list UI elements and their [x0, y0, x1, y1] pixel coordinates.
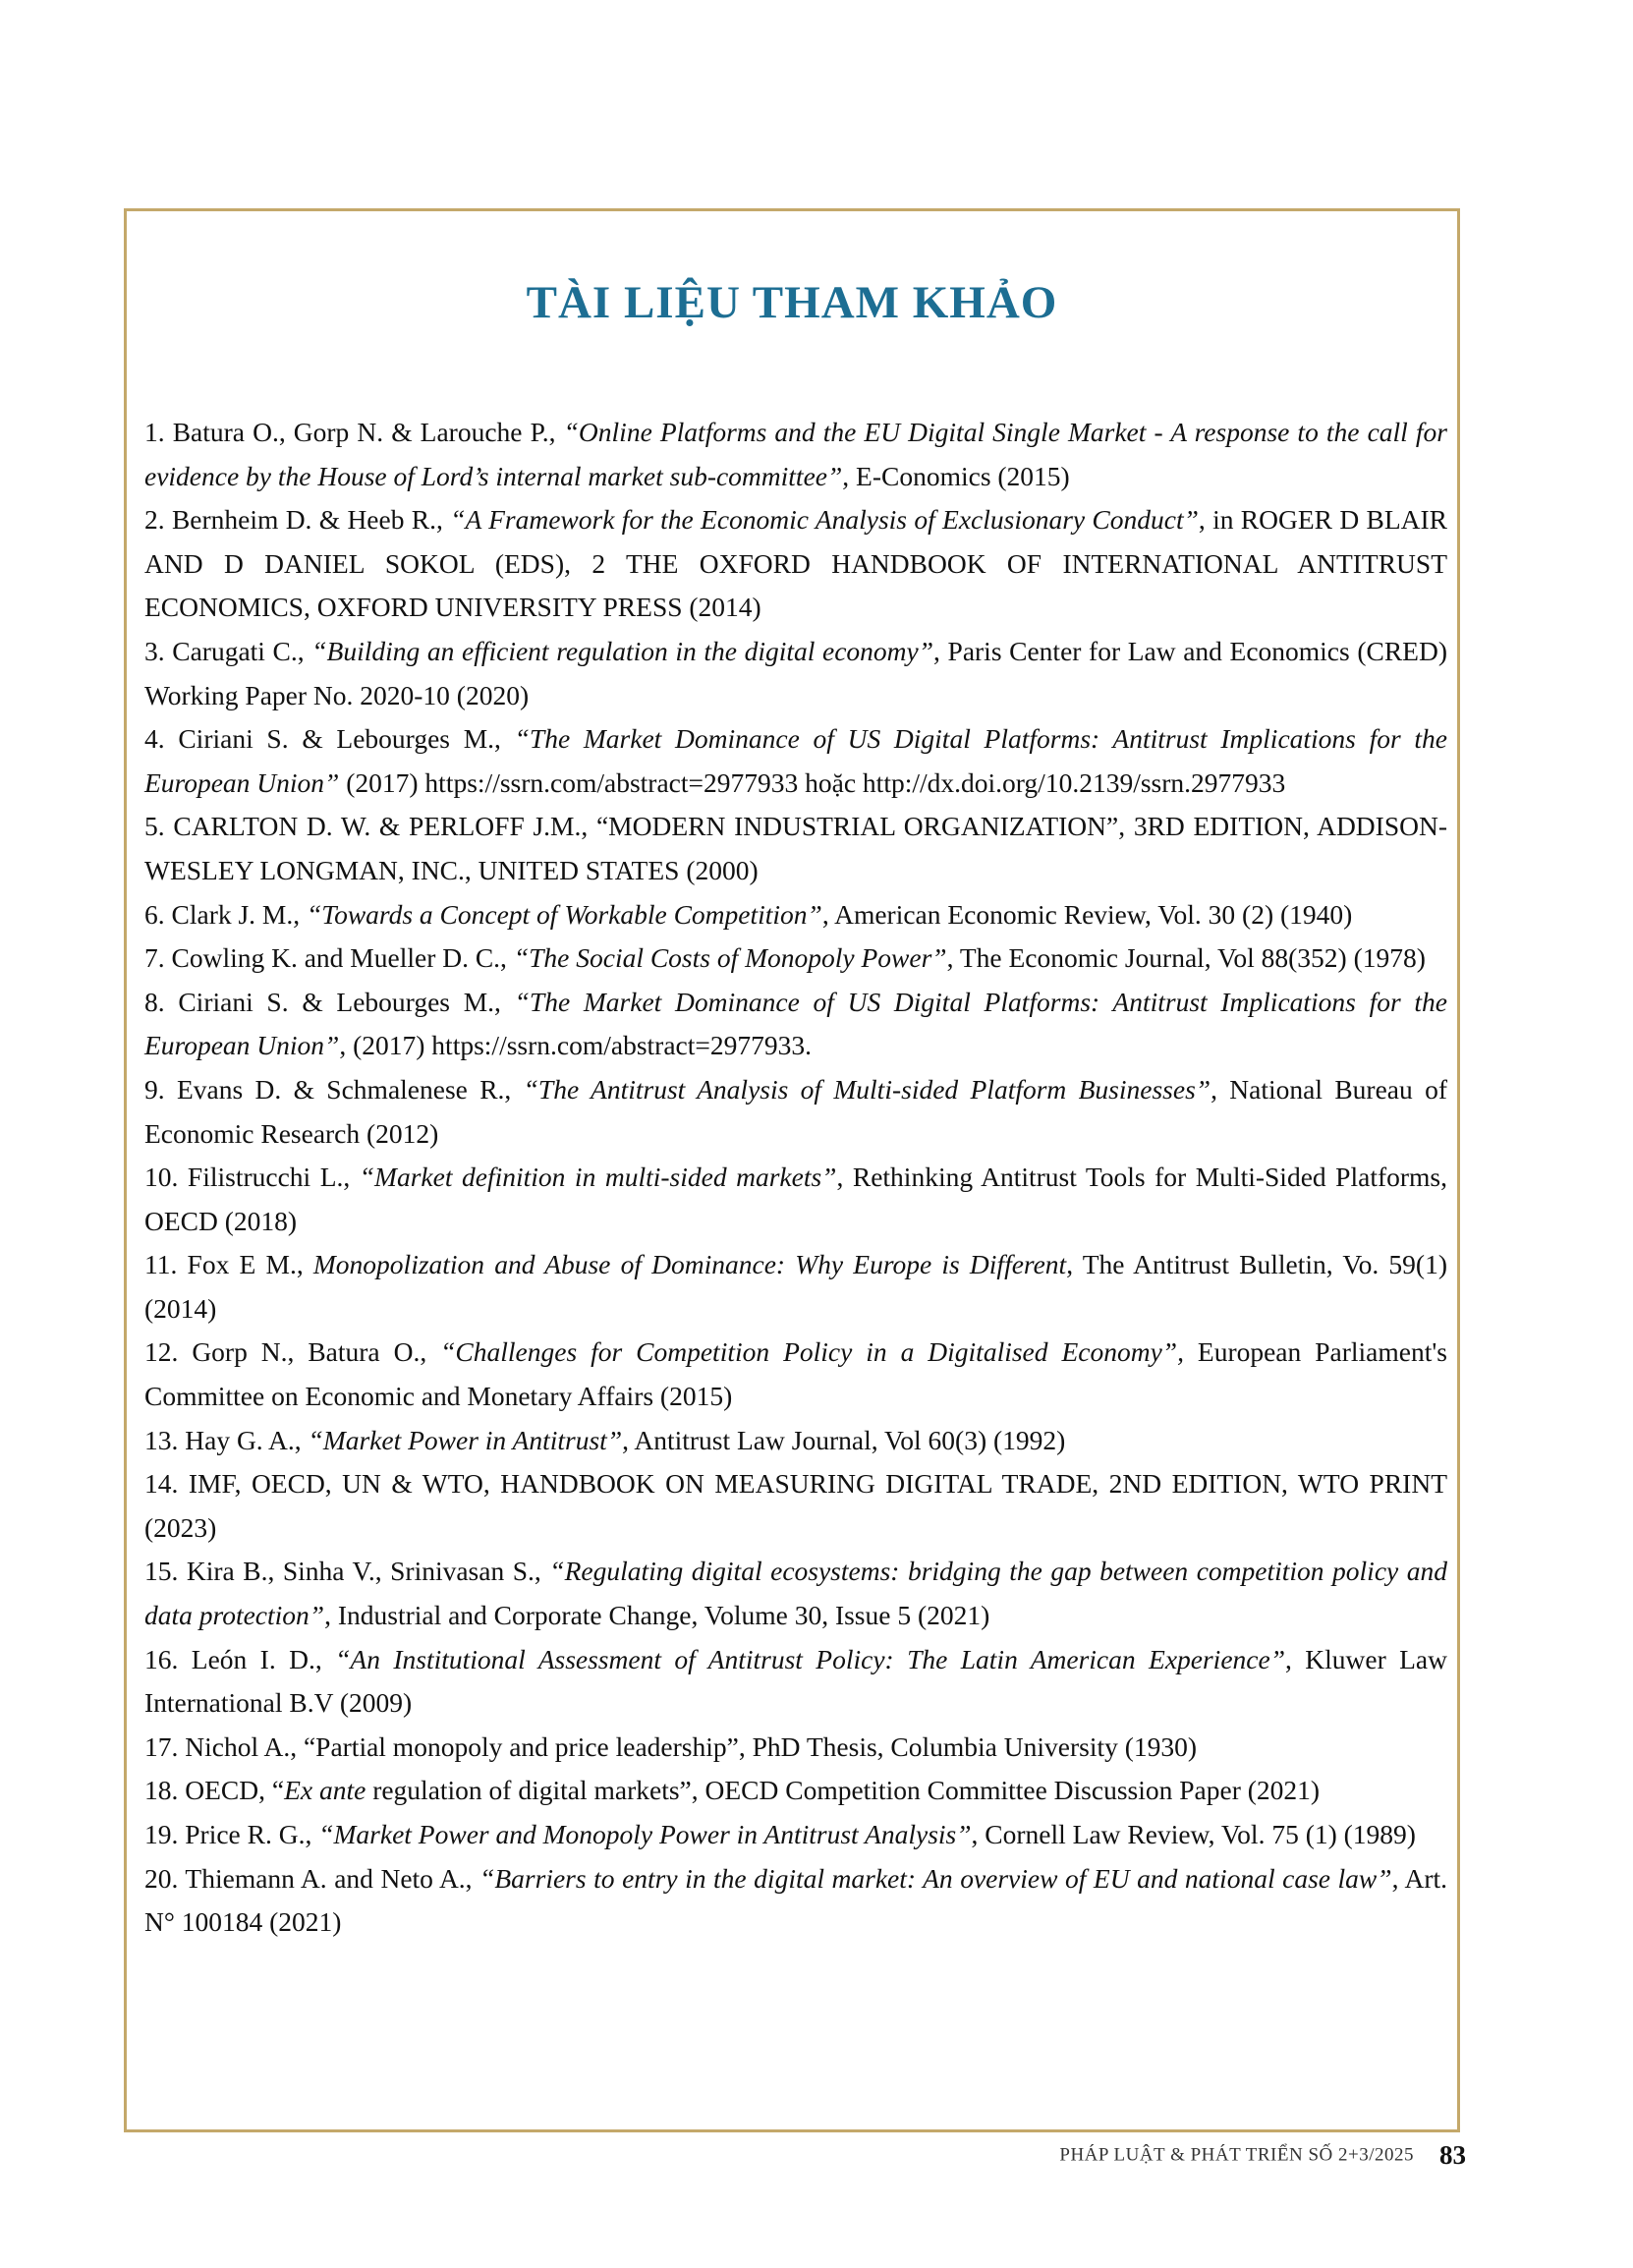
reference-title: “Challenges for Competition Policy in a Digitalised Economy”, [440, 1336, 1184, 1368]
reference-text: 20. Thiemann A. and Neto A., [144, 1862, 480, 1894]
reference-source: (2017) https://ssrn.com/abstract=2977933 hoặc http://dx.doi.org/10.2139/ssrn.2977933 [339, 766, 1286, 798]
reference-source: , Industrial and Corporate Change, Volume 30, Issue 5 (2021) [324, 1600, 990, 1631]
reference-source: regulation of digital markets”, OECD Competition Committee Discussion Paper (2021) [366, 1775, 1321, 1806]
reference-title: “A Framework for the Economic Analysis of Exclusionary Conduct” [450, 504, 1199, 536]
reference-text: 6. Clark J. M., [144, 898, 307, 930]
reference-item [144, 936, 1447, 981]
reference-item [144, 717, 1447, 805]
reference-item [144, 1638, 1447, 1726]
reference-source: , E-Conomics (2015) [842, 460, 1070, 491]
reference-text: 7. Cowling K. and Mueller D. C., [144, 942, 514, 974]
reference-source: , in ROGER D BLAIR AND D DANIEL SOKOL (EDS), 2 THE OXFORD HANDBOOK OF INTERNATIONAL ANTITRUST ECONOMICS, OXFORD UNIVERSITY PRESS (2014) [144, 504, 1447, 623]
reference-text: 14. IMF, OECD, UN & WTO, HANDBOOK ON MEASURING DIGITAL TRADE, 2ND EDITION, WTO PRINT (2023) [144, 1468, 1447, 1543]
reference-text: 1. Batura O., Gorp N. & Larouche P., [144, 417, 564, 447]
reference-text: 12. Gorp N., Batura O., [144, 1336, 441, 1368]
reference-source: , The Antitrust Bulletin, Vo. 59(1) (2014) [144, 1249, 1448, 1324]
reference-title: “Building an efficient regulation in the digital economy” [311, 635, 934, 666]
reference-source: , Paris Center for Law and Economics (CRED) Working Paper No. 2020-10 (2020) [144, 635, 1447, 710]
reference-item [144, 1726, 1447, 1770]
reference-title: “Market Power and Monopoly Power in Antitrust Analysis” [318, 1819, 972, 1849]
reference-item [144, 1419, 1447, 1463]
reference-text: 11. Fox E M., [144, 1249, 313, 1280]
reference-text: 10. Filistrucchi L., [144, 1162, 360, 1193]
reference-title: “Online Platforms and the EU Digital Single Market - A response to the call for evidence by the House of Lord’s internal market sub-committee” [144, 417, 1447, 491]
reference-title: “An Institutional Assessment of Antitrust Policy: The Latin American Experience” [335, 1643, 1285, 1674]
reference-text: 2. Bernheim D. & Heeb R., [144, 504, 451, 536]
reference-item [144, 411, 1447, 498]
reference-item [144, 498, 1447, 630]
reference-source: , Rethinking Antitrust Tools for Multi-Sided Platforms, OECD (2018) [144, 1162, 1447, 1236]
reference-item [144, 1243, 1447, 1331]
reference-title: “The Social Costs of Monopoly Power” [513, 942, 947, 974]
reference-source: European Parliament's Committee on Economic and Monetary Affairs (2015) [144, 1336, 1447, 1412]
reference-source: , National Bureau of Economic Research (2012) [144, 1073, 1447, 1149]
reference-title: “The Market Dominance of US Digital Platforms: Antitrust Implications for the European Union” [144, 723, 1447, 798]
reference-list [144, 411, 1447, 1945]
reference-item [144, 1857, 1447, 1945]
reference-title: “Market definition in multi-sided markets” [359, 1162, 837, 1193]
reference-title: “Barriers to entry in the digital market: An overview of EU and national case law” [479, 1862, 1392, 1894]
reference-source: , Art. N° 100184 (2021) [144, 1862, 1447, 1938]
reference-source: , Antitrust Law Journal, Vol 60(3) (1992) [622, 1424, 1066, 1455]
reference-item [144, 893, 1447, 937]
reference-title: “The Market Dominance of US Digital Platforms: Antitrust Implications for the European Union” [144, 986, 1447, 1061]
reference-title: “Market Power in Antitrust” [308, 1424, 623, 1455]
reference-source: , American Economic Review, Vol. 30 (2) (1940) [821, 898, 1353, 930]
reference-text: 9. Evans D. & Schmalenese R., [144, 1073, 524, 1105]
reference-text: 15. Kira B., Sinha V., Srinivasan S., [144, 1556, 550, 1587]
reference-title: Monopolization and Abuse of Dominance: Why Europe is Different [312, 1249, 1067, 1280]
reference-title: “Regulating digital ecosystems: bridging the gap between competition policy and data protection” [144, 1556, 1448, 1631]
journal-name: PHÁP LUẬT & PHÁT TRIỂN SỐ 2+3/2025 [1059, 2144, 1414, 2166]
reference-source: , The Economic Journal, Vol 88(352) (1978) [946, 942, 1426, 974]
reference-item [144, 1068, 1447, 1156]
reference-item [144, 1769, 1447, 1813]
page-number: 83 [1439, 2140, 1466, 2170]
reference-text: 8. Ciriani S. & Lebourges M., [144, 986, 515, 1017]
reference-item [144, 1156, 1447, 1243]
reference-item [144, 1462, 1447, 1550]
reference-item [144, 1550, 1447, 1637]
reference-text: 13. Hay G. A., [144, 1424, 309, 1455]
reference-item [144, 1331, 1447, 1418]
references-frame [124, 208, 1460, 2132]
reference-text: 16. León I. D., [144, 1643, 336, 1674]
reference-item [144, 805, 1447, 892]
reference-text: 4. Ciriani S. & Lebourges M., [144, 723, 515, 755]
reference-text: 17. Nichol A., “Partial monopoly and price leadership”, PhD Thesis, Columbia University (1930) [144, 1730, 1198, 1762]
page-footer [0, 2140, 1466, 2171]
reference-title: “The Antitrust Analysis of Multi-sided Platform Businesses” [523, 1073, 1211, 1105]
reference-text: 18. OECD, “ [144, 1775, 285, 1806]
reference-text: 5. CARLTON D. W. & PERLOFF J.M., “MODERN INDUSTRIAL ORGANIZATION”, 3RD EDITION, ADDISON-WESLEY LONGMAN, INC., UNITED STATES (2000) [144, 811, 1447, 885]
page-title: TÀI LIỆU THAM KHẢO [526, 277, 1058, 328]
reference-title: Ex ante [284, 1775, 366, 1806]
reference-source: , Cornell Law Review, Vol. 75 (1) (1989) [971, 1819, 1416, 1849]
reference-title: “Towards a Concept of Workable Competition” [307, 898, 822, 930]
reference-item [144, 981, 1447, 1068]
reference-source: , Kluwer Law International B.V (2009) [144, 1643, 1448, 1719]
reference-text: 3. Carugati C., [144, 635, 312, 666]
reference-item [144, 630, 1447, 717]
reference-item [144, 1813, 1447, 1857]
reference-source: , (2017) https://ssrn.com/abstract=2977933. [339, 1030, 813, 1061]
reference-text: 19. Price R. G., [144, 1819, 319, 1849]
